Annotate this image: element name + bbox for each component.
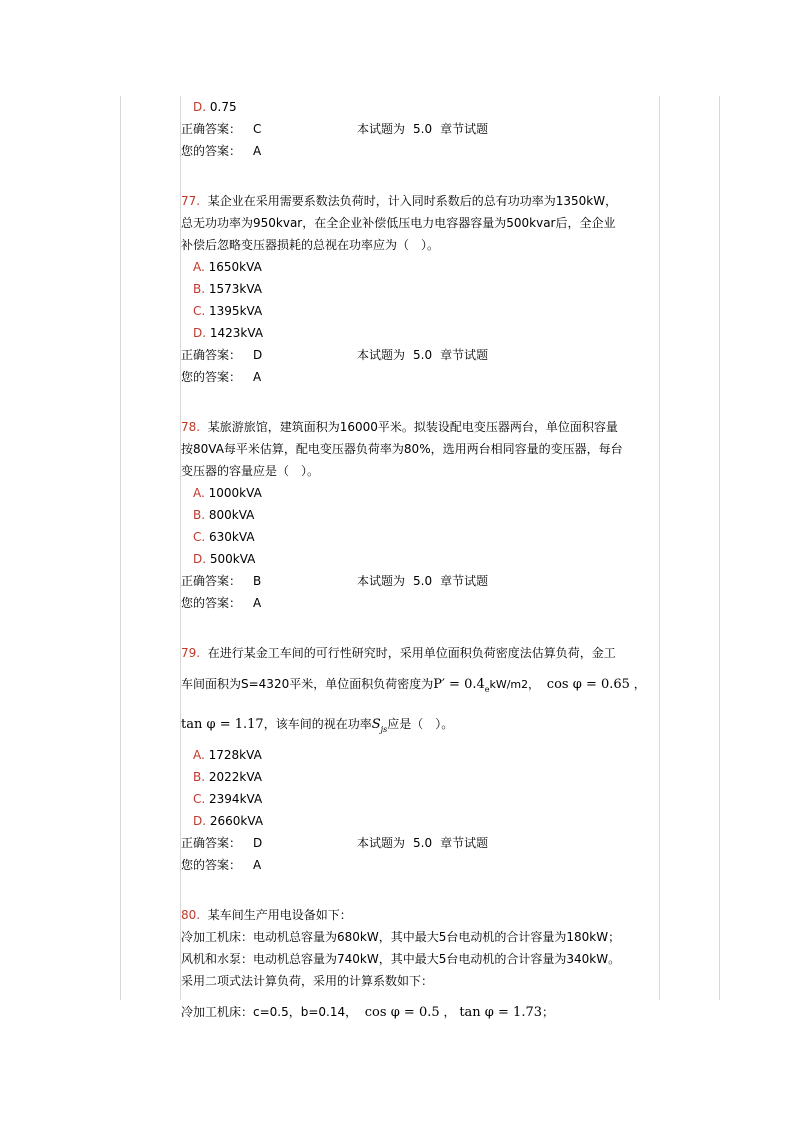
option-letter: C. <box>193 304 206 318</box>
option-b <box>181 766 659 788</box>
option-letter: C. <box>193 530 206 544</box>
correct-answer-value: D <box>253 836 263 850</box>
correct-answer-value: B <box>253 574 262 588</box>
correct-answer-value: D <box>253 348 263 362</box>
correct-answer-row <box>181 570 659 592</box>
question-78 <box>181 416 659 614</box>
question-text-line: 冷加工机床：电动机总容量为680kW，其中最大5台电动机的合计容量为180kW； <box>181 930 621 944</box>
your-answer-label: 您的答案： <box>181 144 242 158</box>
content-right-line <box>659 96 660 1000</box>
load-density-formula <box>433 677 489 692</box>
correct-answer-label: 正确答案： <box>181 574 242 588</box>
question-77 <box>181 190 659 388</box>
your-answer-row <box>181 592 659 614</box>
your-answer-label: 您的答案： <box>181 596 242 610</box>
question-text-line <box>181 904 659 926</box>
option-text: 1573kVA <box>208 282 263 296</box>
question-number: 77. <box>181 194 201 208</box>
question-text-line: 总无功功率为950kvar，在全企业补偿低压电力电容器容量为500kvar后，全企业 <box>181 216 616 230</box>
score-label: 本试题为 <box>357 122 406 136</box>
option-text: 2394kVA <box>209 792 263 806</box>
question-text: 应是（ ）。 <box>387 717 454 731</box>
question-text-line <box>181 190 659 212</box>
option-a <box>181 482 659 504</box>
correct-answer-row <box>181 118 659 140</box>
option-text: 0.75 <box>209 100 237 114</box>
option-letter: D. <box>193 814 207 828</box>
option-d <box>181 96 659 118</box>
correct-answer-label: 正确答案： <box>181 122 242 136</box>
correct-answer-row <box>181 832 659 854</box>
chapter-label: 章节试题 <box>440 348 489 362</box>
option-c <box>181 788 659 810</box>
option-text: 2022kVA <box>208 770 263 784</box>
option-text: 800kVA <box>208 508 255 522</box>
question-text: 冷加工机床：c=0.5，b=0.14， <box>181 1005 358 1019</box>
score-value: 5.0 <box>413 574 433 588</box>
your-answer-row <box>181 366 659 388</box>
chapter-label: 章节试题 <box>440 836 489 850</box>
separator: ， <box>633 677 646 691</box>
option-letter: D. <box>193 326 207 340</box>
question-text-line <box>181 416 659 438</box>
question-text-line <box>181 664 659 704</box>
option-text: 630kVA <box>209 530 255 544</box>
correct-answer-row <box>181 344 659 366</box>
symbol-text: S <box>371 717 381 732</box>
your-answer-value: A <box>253 596 262 610</box>
question-text-line: 变压器的容量应是（ ）。 <box>181 464 320 478</box>
cos-phi-formula: cos φ = 0.65 <box>546 677 630 692</box>
apparent-power-symbol <box>372 717 388 732</box>
question-80 <box>181 904 659 1032</box>
option-a <box>181 744 659 766</box>
tan-phi-formula: tan φ = 1.17 <box>181 717 264 732</box>
question-text-line: 采用二项式法计算负荷，采用的计算系数如下： <box>181 974 434 988</box>
your-answer-row <box>181 140 659 162</box>
question-text-line: 按80VA每平米估算，配电变压器负荷率为80%，选用两台相同容量的变压器，每台 <box>181 442 623 456</box>
question-76-tail <box>181 96 659 162</box>
score-value: 5.0 <box>413 122 433 136</box>
option-text: 1000kVA <box>208 486 262 500</box>
option-d <box>181 322 659 344</box>
unit-text: kW/m2， <box>489 678 540 691</box>
symbol-subscript: js <box>380 725 388 734</box>
question-79 <box>181 642 659 876</box>
right-border-line <box>719 96 720 1000</box>
option-letter: B. <box>193 770 206 784</box>
option-text: 1395kVA <box>209 304 263 318</box>
option-text: 1423kVA <box>209 326 264 340</box>
spacer <box>181 162 659 190</box>
chapter-label: 章节试题 <box>440 574 489 588</box>
formula-text: P′ = 0.4 <box>433 677 485 692</box>
score-value: 5.0 <box>413 348 433 362</box>
your-answer-value: A <box>253 144 262 158</box>
spacer <box>181 388 659 416</box>
spacer <box>181 876 659 904</box>
separator: ， <box>443 1005 456 1019</box>
option-letter: A. <box>193 486 205 500</box>
correct-answer-label: 正确答案： <box>181 836 242 850</box>
your-answer-row <box>181 854 659 876</box>
option-a <box>181 256 659 278</box>
option-letter: D. <box>193 552 207 566</box>
chapter-label: 章节试题 <box>440 122 489 136</box>
option-d <box>181 548 659 570</box>
question-number: 79. <box>181 646 201 660</box>
option-letter: A. <box>193 748 205 762</box>
tan-phi-formula: tan φ = 1.73 <box>459 1005 542 1020</box>
option-text: 2660kVA <box>209 814 264 828</box>
option-letter: C. <box>193 792 206 806</box>
question-text-line <box>181 992 659 1032</box>
option-letter: A. <box>193 260 205 274</box>
score-label: 本试题为 <box>357 836 406 850</box>
question-text-line <box>181 642 659 664</box>
formula-subscript: e <box>484 685 490 694</box>
question-text: 某车间生产用电设备如下： <box>207 908 352 922</box>
option-text: 500kVA <box>209 552 256 566</box>
option-d <box>181 810 659 832</box>
question-text: 某企业在采用需要系数法负荷时，计入同时系数后的总有功功率为1350kW， <box>207 194 618 208</box>
your-answer-value: A <box>253 370 262 384</box>
spacer <box>181 614 659 642</box>
question-list <box>181 96 659 1032</box>
your-answer-value: A <box>253 858 262 872</box>
option-letter: B. <box>193 508 206 522</box>
score-label: 本试题为 <box>357 348 406 362</box>
question-text: ，该车间的视在功率 <box>263 717 372 731</box>
correct-answer-label: 正确答案： <box>181 348 242 362</box>
separator: ； <box>542 1005 555 1019</box>
question-number: 78. <box>181 420 201 434</box>
question-text-line: 风机和水泵：电动机总容量为740kW，其中最大5台电动机的合计容量为340kW。 <box>181 952 621 966</box>
option-text: 1728kVA <box>208 748 262 762</box>
correct-answer-value: C <box>253 122 262 136</box>
left-border-line <box>120 96 121 1000</box>
option-letter: B. <box>193 282 206 296</box>
score-value: 5.0 <box>413 836 433 850</box>
option-b <box>181 278 659 300</box>
question-text: 某旅游旅馆，建筑面积为16000平米。拟装设配电变压器两台，单位面积容量 <box>207 420 618 434</box>
question-text-line <box>181 704 659 744</box>
question-text-line: 补偿后忽略变压器损耗的总视在功率应为（ ）。 <box>181 238 440 252</box>
question-number: 80. <box>181 908 201 922</box>
option-b <box>181 504 659 526</box>
option-c <box>181 526 659 548</box>
cos-phi-formula: cos φ = 0.5 <box>364 1005 440 1020</box>
your-answer-label: 您的答案： <box>181 370 242 384</box>
option-letter: D. <box>193 100 207 114</box>
question-text: 车间面积为S=4320平米，单位面积负荷密度为 <box>181 677 434 691</box>
score-label: 本试题为 <box>357 574 406 588</box>
your-answer-label: 您的答案： <box>181 858 242 872</box>
question-text: 在进行某金工车间的可行性研究时，采用单位面积负荷密度法估算负荷，金工 <box>207 646 616 660</box>
option-c <box>181 300 659 322</box>
option-text: 1650kVA <box>208 260 262 274</box>
